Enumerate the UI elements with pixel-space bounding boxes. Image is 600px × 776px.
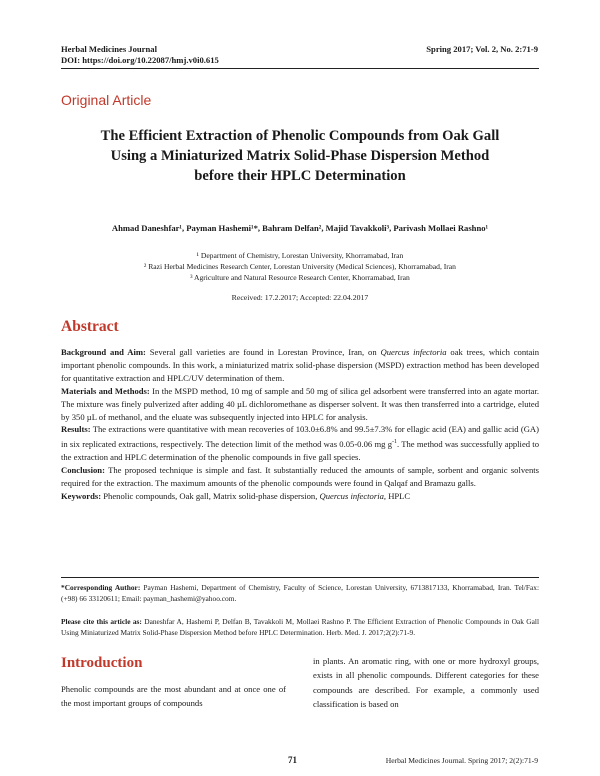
abstract-body xyxy=(61,346,539,503)
abstract-rule xyxy=(61,577,539,578)
running-header-left xyxy=(61,44,219,66)
introduction-right-column: in plants. An aromatic ring, with one or more hydroxyl groups, exists in all phenolic compounds. Different categories for these compounds are described. For example, a commonly used classification is based on xyxy=(313,656,539,710)
methods-label: Materials and Methods: xyxy=(61,385,150,396)
received-accepted-dates: Received: 17.2.2017; Accepted: 22.04.2017 xyxy=(231,293,369,302)
conclusion-label: Conclusion: xyxy=(61,465,105,476)
abstract-methods: Materials and Methods: In the MSPD method, 10 mg of sample and 50 mg of silica gel adsorbent were transferred into an agate mortar. The mixture was finely pulverized after adding 40 µL dichloromethane as disperser solvent. It was then transferred into a cartridge, eluted by 350 µL of methanol, and the eluate was subsequently injected into HPLC for analysis. xyxy=(61,385,539,422)
article-title xyxy=(61,126,539,186)
affiliation: ³ Agriculture and Natural Resource Research Center, Khorramabad, Iran xyxy=(190,273,410,282)
keywords-label: Keywords: xyxy=(61,490,102,501)
doi[interactable]: DOI: https://doi.org/10.22087/hmj.v0i0.615 xyxy=(61,55,219,65)
title-line: The Efficient Extraction of Phenolic Compounds from Oak Gall xyxy=(100,128,500,144)
species-name: Quercus infectoria xyxy=(380,347,447,357)
page-number: 71 xyxy=(288,755,297,765)
footer-journal-issue: Herbal Medicines Journal. Spring 2017; 2(2):71-9 xyxy=(385,756,538,765)
title-line: Using a Miniaturized Matrix Solid-Phase Dispersion Method xyxy=(110,148,490,164)
affiliation: ² Razi Herbal Medicines Research Center, Lorestan University (Medical Sciences), Khorramabad, Iran xyxy=(144,262,456,271)
results-label: Results: xyxy=(61,424,91,435)
introduction-left-column: Phenolic compounds are the most abundant and at once one of the most important groups of compounds xyxy=(61,684,286,709)
abstract-conclusion: Conclusion: The proposed technique is simple and fast. It substantially reduced the amounts of sample, sorbent and organic solvents required for the extraction. The maximum amounts of the phenolic compounds were found in Qalqaf and Bramazu galls. xyxy=(61,465,539,488)
corresponding-author: *Corresponding Author: Payman Hashemi, Department of Chemistry, Faculty of Science, Lorestan University, 6713817133, Khorramabad, Iran. Tel/Fax: (+98) 66 33120611; Email: payman_hashemi@yahoo.com. xyxy=(61,583,539,603)
header-rule xyxy=(61,68,539,69)
abstract-keywords: Keywords: Phenolic compounds, Oak gall, Matrix solid-phase dispersion, Quercus infectoria, HPLC xyxy=(61,490,411,501)
journal-name: Herbal Medicines Journal xyxy=(61,44,157,54)
title-line: before their HPLC Determination xyxy=(194,168,406,184)
citation-note: Please cite this article as: Daneshfar A, Hashemi P, Delfan B, Tavakkoli M, Mollaei Rashno P. The Efficient Extraction of Phenolic Compounds in Oak Gall Using Miniaturized Matrix Solid-Phase Dispersion Method before HPLC Determination. Herb. Med. J. 2017;2(2):71-9. xyxy=(61,617,539,637)
abstract-background: Background and Aim: Several gall varieties are found in Lorestan Province, Iran, on Quercus infectoria oak trees, which contain important phenolic compounds. In this work, a miniaturized matrix solid-phase dispersion (MSPD) extraction method has been developed for quantitative extraction and HPLC/UV determination of them. xyxy=(61,347,540,383)
author-list: Ahmad Daneshfar¹, Payman Hashemi¹*, Bahram Delfan², Majid Tavakkoli³, Parivash Mollaei Rashno¹ xyxy=(111,223,489,233)
introduction-heading: Introduction xyxy=(61,655,143,671)
article-type: Original Article xyxy=(61,92,152,108)
affiliation: ¹ Department of Chemistry, Lorestan University, Khorramabad, Iran xyxy=(196,251,404,260)
affiliations xyxy=(61,250,539,283)
issue-info: Spring 2017; Vol. 2, No. 2:71-9 xyxy=(426,44,538,54)
abstract-results: Results: The extractions were quantitative with mean recoveries of 103.0±6.8% and 99.5±7.3% for ellagic acid (EA) and gallic acid (GA) in six replicated extractions, respectively. The detection limit of the method was 0.05-0.06 mg $g^{-1}$. The method was successfully applied to the extraction and HPLC determination of the phenolic compounds in five gall species. xyxy=(61,424,539,463)
abstract-heading: Abstract xyxy=(61,318,119,335)
background-label: Background and Aim: xyxy=(61,347,146,357)
